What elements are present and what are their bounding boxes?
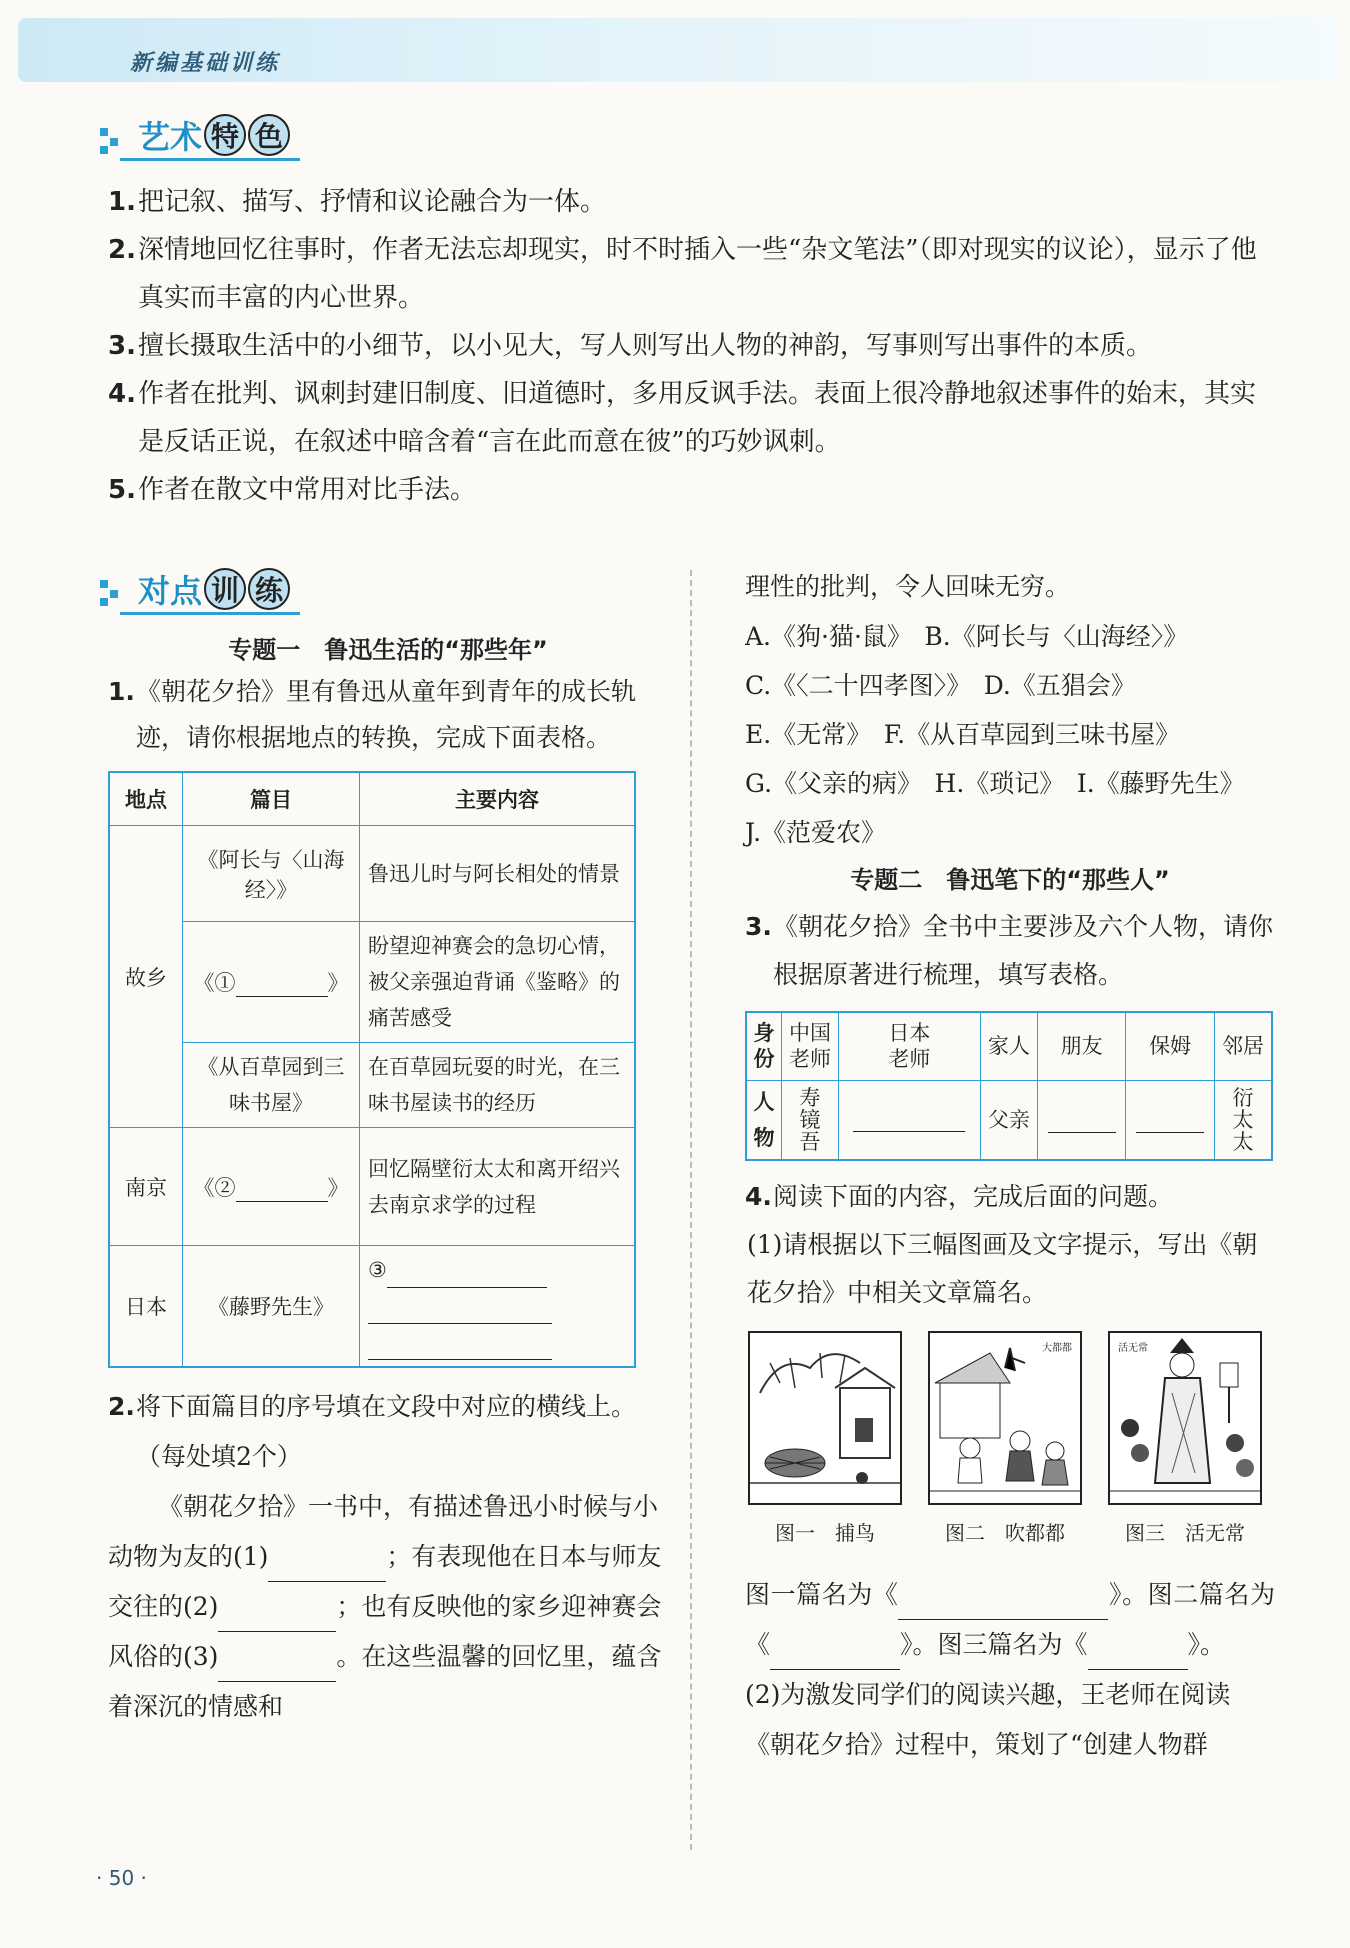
svg-text:大都都: 大都都 [1042,1343,1072,1354]
person-blank-3[interactable] [1048,1109,1116,1133]
person-cell: 衍 太 太 [1214,1080,1272,1160]
growth-table [108,771,636,1368]
content-cell: ③ [360,1246,636,1368]
option-row: J.《范爱农》 [745,818,887,847]
title-cell: 《阿长与〈山海经〉》 [183,826,360,922]
left-column [108,630,668,1732]
question-4-answer: 图一篇名为《 》。图二篇名为《 》。图三篇名为《 》。 [745,1570,1275,1670]
answer-blank-2[interactable] [236,1177,328,1201]
person-blank-2[interactable] [909,1108,965,1132]
art-title-circle-1: 特 [204,114,246,156]
art-item: 5. 作者在散文中常用对比手法。 [108,475,477,505]
picture-3-caption: 图三 活无常 [1125,1521,1245,1545]
art-item: 3. 擅长摄取生活中的小细节，以小见大，写人则写出人物的神韵，写事则写出事件的本质。 [108,331,1153,361]
art-item: 2. 深情地回忆往事时，作者无法忘却现实，时不时插入一些“杂文笔法”（即对现实的议论），显示了他真实而丰富的内心世界。 [108,235,1257,313]
col-head: 朋友 [1037,1012,1126,1080]
title-blank-1[interactable] [898,1592,1108,1621]
place-cell: 日本 [109,1246,183,1368]
option-list [745,612,1275,857]
question-2: 2. 将下面篇目的序号填在文段中对应的横线上。（每处填2个） [108,1392,637,1471]
answer-blank-3[interactable] [387,1264,547,1288]
question-2-passage: 《朝花夕拾》一书中，有描述鲁迅小时候与小动物为友的(1) ；有表现他在日本与师友交往的(2) ；也有反映他的家乡迎神赛会风俗的(3) 。在这些温馨的回忆里，蕴含着深沉的情感和 [108,1492,662,1721]
answer-blank-1[interactable] [236,973,328,997]
topic-two-heading: 专题二 鲁迅笔下的“那些人” [850,866,1170,894]
passage-blank-1[interactable] [268,1554,386,1583]
person-cell [1126,1080,1215,1160]
picture-2-caption: 图二 吹都都 [945,1521,1065,1545]
passage-blank-2[interactable] [218,1604,336,1633]
place-cell: 南京 [109,1128,183,1246]
art-list [108,178,1278,514]
person-cell: 父亲 [980,1080,1037,1160]
art-title-underline [120,158,300,161]
col-head: 邻居 [1214,1012,1272,1080]
table-header: 地点 [109,772,183,826]
title-cell: 《① 》 [183,922,360,1043]
picture-1-caption: 图一 捕鸟 [775,1521,875,1545]
wuchang-illustration [1108,1331,1262,1505]
person-cell [838,1080,980,1160]
bird-catching-illustration [748,1331,902,1505]
col-head: 家人 [980,1012,1037,1080]
practice-title-circle-1: 训 [204,568,246,610]
title-cell: 《② 》 [183,1128,360,1246]
question-4-part-1: (1)请根据以下三幅图画及文字提示，写出《朝花夕拾》中相关文章篇名。 [747,1230,1258,1307]
art-section-title [138,112,290,158]
content-cell: 鲁迅儿时与阿长相处的情景 [360,826,636,922]
table-header: 主要内容 [360,772,636,826]
option-row: A.《狗·猫·鼠》 B.《阿长与〈山海经〉》 [745,622,1189,651]
person-blank-1[interactable] [853,1108,909,1132]
picture-3 [1105,1331,1265,1546]
column-divider [690,570,692,1850]
art-item: 1. 把记叙、描写、抒情和议论融合为一体。 [108,187,607,217]
topic-one-heading: 专题一 鲁迅生活的“那些年” [228,636,548,664]
section-dots-icon [100,580,126,606]
practice-section-title [138,566,290,612]
title-blank-3[interactable] [1088,1642,1188,1671]
right-column [745,562,1275,1770]
character-table [745,1011,1273,1161]
person-cell [1037,1080,1126,1160]
content-cell: 在百草园玩耍的时光，在三味书屋读书的经历 [360,1043,636,1128]
col-head: 中国 老师 [782,1012,839,1080]
answer-blank-3c[interactable] [368,1336,552,1360]
option-row: G.《父亲的病》 H.《琐记》 I.《藤野先生》 [745,769,1245,798]
passage-continuation: 理性的批判，令人回味无穷。 [745,572,1071,601]
option-row: E.《无常》 F.《从百草园到三味书屋》 [745,720,1181,749]
content-cell: 回忆隔壁衍太太和离开绍兴去南京求学的过程 [360,1128,636,1246]
question-1: 1. 《朝花夕拾》里有鲁迅从童年到青年的成长轨迹，请你根据地点的转换，完成下面表格。 [108,677,637,752]
practice-title-plain: 对点 [138,572,203,610]
row-head: 身 份 [746,1012,782,1080]
page-number: · 50 · [96,1866,147,1890]
title-cell: 《藤野先生》 [183,1246,360,1368]
content-cell: 盼望迎神赛会的急切心情，被父亲强迫背诵《鉴略》的痛苦感受 [360,922,636,1043]
svg-text:活无常: 活无常 [1118,1343,1148,1354]
question-4: 4. 阅读下面的内容，完成后面的问题。 [745,1182,1174,1211]
col-head: 日本 老师 [838,1012,980,1080]
whistle-blowing-illustration [928,1331,1082,1505]
title-cell: 《从百草园到三味书屋》 [183,1043,360,1128]
answer-blank-3b[interactable] [368,1300,552,1324]
art-title-plain: 艺术 [138,118,203,156]
row-head: 人 物 [746,1080,782,1160]
art-title-circle-2: 色 [248,114,290,156]
table-header: 篇目 [183,772,360,826]
picture-row [745,1331,1265,1546]
passage-blank-3[interactable] [218,1654,336,1683]
col-head: 保姆 [1126,1012,1215,1080]
question-4-part-2: (2)为激发同学们的阅读兴趣，王老师在阅读《朝花夕拾》过程中，策划了“创建人物群 [745,1680,1231,1759]
art-item: 4. 作者在批判、讽刺封建旧制度、旧道德时，多用反讽手法。表面上很冷静地叙述事件的始末，其实是反话正说，在叙述中暗含着“言在此而意在彼”的巧妙讽刺。 [108,379,1257,457]
option-row: C.《〈二十四孝图〉》 D.《五猖会》 [745,671,1136,700]
practice-title-underline [120,612,300,615]
question-3: 3. 《朝花夕拾》全书中主要涉及六个人物，请你根据原著进行梳理，填写表格。 [745,912,1274,989]
place-cell: 故乡 [109,826,183,1128]
person-cell: 寿 镜 吾 [782,1080,839,1160]
person-blank-4[interactable] [1136,1109,1204,1133]
header-title: 新编基础训练 [130,51,281,76]
section-dots-icon [100,128,126,154]
practice-title-circle-2: 练 [248,568,290,610]
picture-2 [925,1331,1085,1546]
picture-1 [745,1331,905,1546]
title-blank-2[interactable] [770,1642,900,1671]
